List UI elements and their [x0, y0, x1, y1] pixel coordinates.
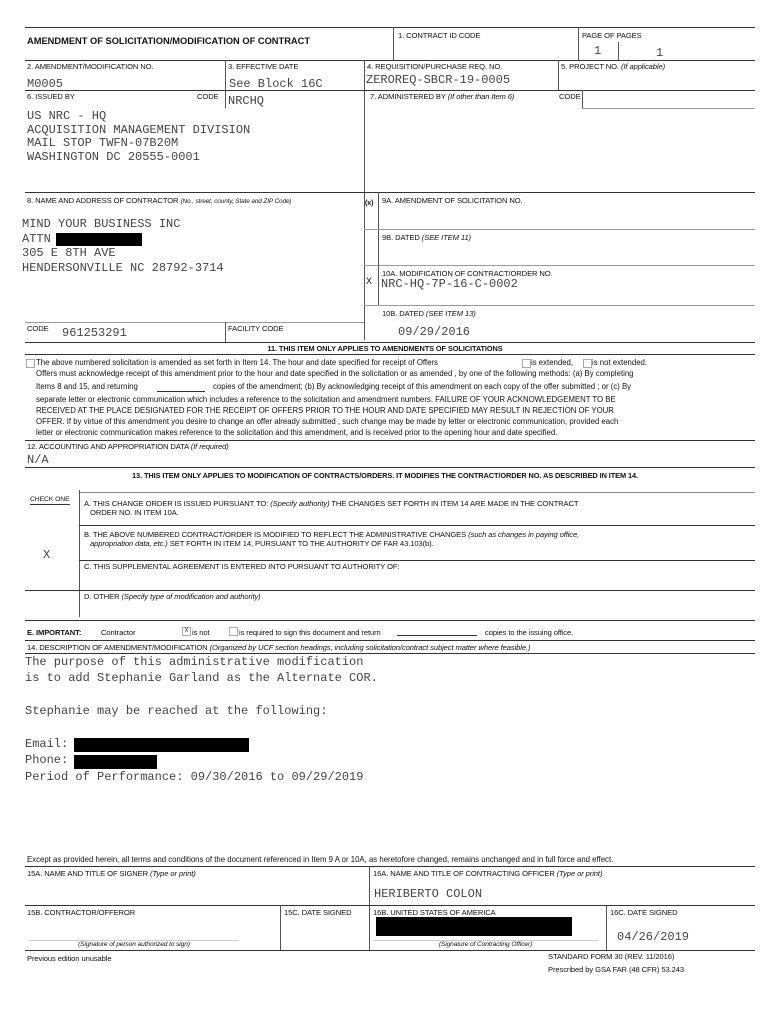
description-line: Stephanie may be reached at the following: [25, 704, 328, 718]
signer-label: 15A. NAME AND TITLE OF SIGNER (Type or print) [27, 869, 196, 878]
mod-no: M0005 [27, 77, 64, 91]
is-not-checkbox[interactable]: X [182, 627, 191, 636]
req-no: ZEROREQ-SBCR-19-0005 [366, 73, 511, 87]
contractor-code-label: CODE [27, 324, 49, 333]
officer-signature-caption: (Signature of Contracting Officer) [438, 941, 533, 948]
10b-dated: 09/29/2016 [398, 325, 471, 339]
page-number: 1 [594, 44, 602, 58]
administered-code-label: CODE [559, 92, 581, 101]
date16-label: 16C. DATE SIGNED [610, 908, 678, 917]
x-column-label: (x) [365, 200, 374, 207]
accounting-label: 12. ACCOUNTING AND APPROPRIATION DATA (If required) [27, 442, 229, 451]
important-label: E. IMPORTANT: [27, 628, 82, 637]
not-extended-label: is not extended. [592, 358, 648, 367]
item11-title: 11. THIS ITEM ONLY APPLIES TO AMENDMENTS OF SOLICITATIONS [267, 344, 503, 353]
contractor-signature-caption: (Signature of person authorized to sign) [78, 941, 190, 948]
option-c: C. THIS SUPPLEMENTAL AGREEMENT IS ENTERED INTO PURSUANT TO AUTHORITY OF: [84, 562, 400, 571]
item13-title: 13. THIS ITEM ONLY APPLIES TO MODIFICATION OF CONTRACTS/ORDERS. IT MODIFIES THE CONTRACT/ORDER NO. AS DESCRIBED IN ITEM 14. [132, 471, 638, 480]
item11-text: Offers must acknowledge receipt of this amendment prior to the hour and date specified in the solicitation or as amended , by one of the following methods: (a) By completing [36, 369, 634, 378]
description-line: is to add Stephanie Garland as the Alternate COR. [25, 671, 378, 685]
form-title: AMENDMENT OF SOLICITATION/MODIFICATION OF CONTRACT [27, 36, 311, 46]
amendment-no-label: 9A. AMENDMENT OF SOLICITATION NO. [382, 196, 523, 205]
is-required-label: is required to sign this document and return [239, 628, 381, 637]
description-label: 14. DESCRIPTION OF AMENDMENT/MODIFICATION (Organized by UCF section headings, including solicitation/contract subject matter where feasible.) [27, 643, 531, 652]
issued-code: NRCHQ [228, 94, 265, 108]
is-required-checkbox[interactable] [229, 627, 238, 636]
officer-label: 16A. NAME AND TITLE OF CONTRACTING OFFICER (Type or print) [373, 869, 603, 878]
item11-text: OFFER. If by virtue of this amendment you desire to change an offer already submitted , such change may be made by letter or electronic communication, provided each [36, 417, 619, 426]
usa-label: 16B. UNITED STATES OF AMERICA [373, 908, 496, 917]
check-one-label: CHECK ONE [30, 496, 70, 503]
phone-label: Phone: [25, 753, 69, 767]
redacted-phone [74, 755, 157, 769]
contractor-code: 961253291 [62, 326, 127, 340]
10b-dated-label: 10B. DATED (SEE ITEM 13) [382, 309, 476, 318]
modification-x-mark: X [366, 276, 373, 286]
description-line: The purpose of this administrative modification [25, 655, 364, 669]
req-no-label: 4. REQUISITION/PURCHASE REQ. NO. [367, 62, 503, 71]
period-of-performance: Period of Performance: 09/30/2016 to 09/29/2019 [25, 770, 364, 784]
form-number: STANDARD FORM 30 (REV. 11/2016) [548, 952, 675, 961]
contractor-address: MIND YOUR BUSINESS INC ATTN 305 E 8TH AVE HENDERSONVILLE NC 28792-3714 [22, 217, 224, 275]
effective-date-label: 3. EFFECTIVE DATE [228, 62, 299, 71]
extended-label: is extended, [531, 358, 574, 367]
redacted-email [74, 738, 249, 752]
important-contractor: Contractor [101, 628, 136, 637]
email-label: Email: [25, 737, 69, 751]
option-b: B. THE ABOVE NUMBERED CONTRACT/ORDER IS MODIFIED TO REFLECT THE ADMINISTRATIVE CHANGES (such as changes in paying office, appropriation data, etc.) SET FORTH IN ITEM 14, PURSUANT TO THE AUTHORITY OF FAR 43.103(b). [84, 530, 580, 548]
option-b-x-mark: X [43, 548, 51, 562]
date16: 04/26/2019 [617, 930, 690, 944]
copies-label: copies to the issuing office. [485, 628, 574, 637]
mod-no-label: 2. AMENDMENT/MODIFICATION NO. [27, 62, 154, 71]
9b-dated-label: 9B. DATED (SEE ITEM 11) [382, 233, 471, 242]
redacted-signature [376, 917, 572, 936]
contractor-label: 8. NAME AND ADDRESS OF CONTRACTOR (No., street, county, State and ZIP Code) [27, 196, 292, 205]
contractor-offeror-label: 15B. CONTRACTOR/OFFEROR [27, 908, 136, 917]
date15-label: 15C. DATE SIGNED [284, 908, 352, 917]
issued-by-label: 6. ISSUED BY [27, 92, 75, 101]
extended-checkbox[interactable] [522, 359, 531, 368]
issued-by-address: US NRC - HQ ACQUISITION MANAGEMENT DIVISION MAIL STOP TWFN-07B20M WASHINGTON DC 20555-0001 [27, 109, 251, 165]
administered-by-label: 7. ADMINISTERED BY (If other than Item 6) [370, 92, 515, 101]
project-label: 5. PROJECT NO. (If applicable) [561, 62, 666, 71]
item11-text: copies of the amendment; (b) By acknowledging receipt of this amendment on each copy of the offer submitted ; or (c) By [213, 382, 632, 391]
prescribed-by: Prescribed by GSA FAR (48 CFR) 53.243 [548, 965, 684, 974]
item11-line1: The above numbered solicitation is amended as set forth in Item 14. The hour and date specified for receipt of Offers [36, 358, 438, 367]
modification-no-label: 10A. MODIFICATION OF CONTRACT/ORDER NO. [382, 269, 553, 278]
effective-date: See Block 16C [229, 77, 323, 91]
option-d: D. OTHER (Specify type of modification and authority) [84, 592, 261, 601]
redacted-attn [56, 233, 142, 246]
item11-text: Items 8 and 15, and returning [36, 382, 138, 391]
page-of-pages-label: PAGE OF PAGES [582, 31, 642, 40]
contract-id-label: 1. CONTRACT ID CODE [398, 31, 481, 40]
item11-text: RECEIVED AT THE PLACE DESIGNATED FOR THE RECEIPT OF OFFERS PRIOR TO THE HOUR AND DATE SPECIFIED MAY RESULT IN REJECTION OF YOUR [36, 406, 614, 415]
issued-code-label: CODE [197, 92, 219, 101]
item11-text: letter or electronic communication makes reference to the solicitation and this amendment, and is received prior to the opening hour and date specified. [36, 428, 558, 437]
facility-code-label: FACILITY CODE [228, 324, 284, 333]
page-count: 1 [656, 46, 664, 60]
modification-no: NRC-HQ-7P-16-C-0002 [381, 277, 518, 291]
option-a: A. THIS CHANGE ORDER IS ISSUED PURSUANT TO: (Specify authority) THE CHANGES SET FORTH IN ITEM 14 ARE MADE IN THE CONTRACT ORDER NO. IN ITEM 10A. [84, 499, 579, 517]
officer-name: HERIBERTO COLON [374, 887, 483, 901]
is-not-label: is not [192, 628, 210, 637]
not-extended-checkbox[interactable] [583, 359, 592, 368]
previous-edition-note: Previous edition unusable [27, 954, 112, 963]
item11-text: separate letter or electronic communication which includes a reference to the solicitation and amendment numbers. FAILURE OF YOUR ACKNOWLEDGEMENT TO BE [36, 395, 616, 404]
except-clause: Except as provided herein, all terms and conditions of the document referenced in Item 9 A or 10A, as heretofore changed, remains unchanged and in full force and effect. [27, 855, 614, 864]
accounting-value: N/A [27, 453, 49, 467]
